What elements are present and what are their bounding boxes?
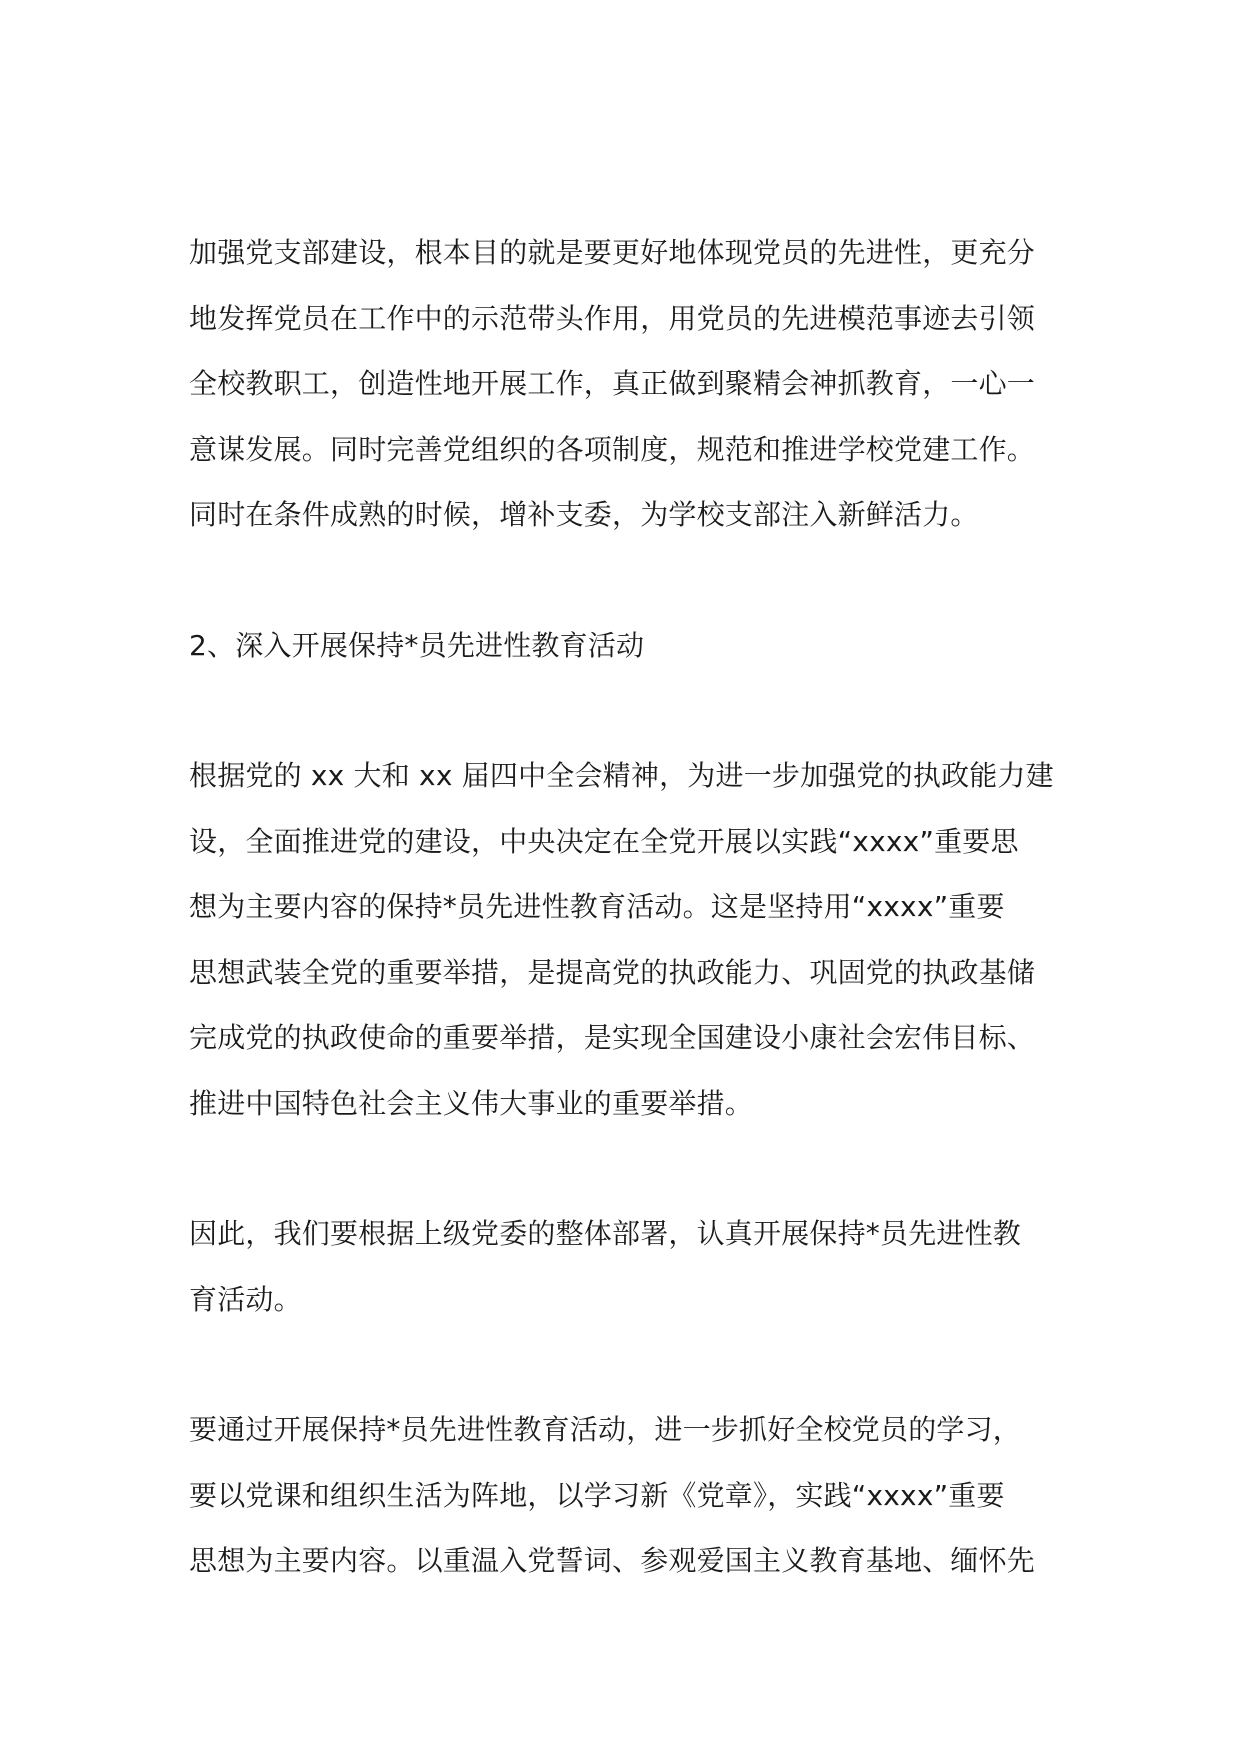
text-line: 全校教职工，创造性地开展工作，真正做到聚精会神抓教育，一心一 bbox=[189, 367, 1036, 400]
text-line: 思想为主要内容。以重温入党誓词、参观爱国主义教育基地、缅怀先 bbox=[189, 1544, 1036, 1577]
text-line: 因此，我们要根据上级党委的整体部署，认真开展保持*员先进性教 bbox=[189, 1217, 1022, 1250]
text-line: 完成党的执政使命的重要举措，是实现全国建设小康社会宏伟目标、 bbox=[189, 1021, 1036, 1054]
text-line: 地发挥党员在工作中的示范带头作用，用党员的先进模范事迹去引领 bbox=[189, 301, 1036, 335]
paragraph-spacer bbox=[189, 678, 1059, 743]
text-line: 推进中国特色社会主义伟大事业的重要举措。 bbox=[189, 1086, 754, 1120]
text-line: 想为主要内容的保持*员先进性教育活动。这是坚持用“xxxx”重要 bbox=[189, 890, 1005, 923]
paragraph-spacer bbox=[189, 1136, 1059, 1201]
paragraph-study bbox=[189, 1397, 1059, 1594]
text-line: 思想武装全党的重要举措，是提高党的执政能力、巩固党的执政基储 bbox=[189, 955, 1036, 989]
heading-text: 2、深入开展保持*员先进性教育活动 bbox=[189, 628, 645, 662]
text-line: 要通过开展保持*员先进性教育活动，进一步抓好全校党员的学习， bbox=[189, 1413, 1022, 1446]
paragraph-central-decision bbox=[189, 743, 1059, 1136]
paragraph-therefore bbox=[189, 1201, 1059, 1332]
text-line: 育活动。 bbox=[189, 1282, 302, 1316]
text-line: 同时在条件成熟的时候，增补支委，为学校支部注入新鲜活力。 bbox=[189, 498, 979, 531]
section-heading bbox=[189, 613, 1059, 679]
text-line: 设，全面推进党的建设，中央决定在全党开展以实践“xxxx”重要思 bbox=[189, 824, 1019, 858]
text-line: 要以党课和组织生活为阵地，以学习新《党章》，实践“xxxx”重要 bbox=[189, 1478, 1005, 1512]
text-line: 根据党的 xx 大和 xx 届四中全会精神，为进一步加强党的执政能力建 bbox=[189, 759, 1054, 792]
document-body bbox=[189, 220, 1059, 1594]
paragraph-party-branch bbox=[189, 220, 1059, 548]
text-line: 加强党支部建设，根本目的就是要更好地体现党员的先进性，更充分 bbox=[189, 236, 1036, 269]
text-line: 意谋发展。同时完善党组织的各项制度，规范和推进学校党建工作。 bbox=[189, 432, 1036, 466]
paragraph-spacer bbox=[189, 1332, 1059, 1397]
paragraph-spacer bbox=[189, 548, 1059, 613]
